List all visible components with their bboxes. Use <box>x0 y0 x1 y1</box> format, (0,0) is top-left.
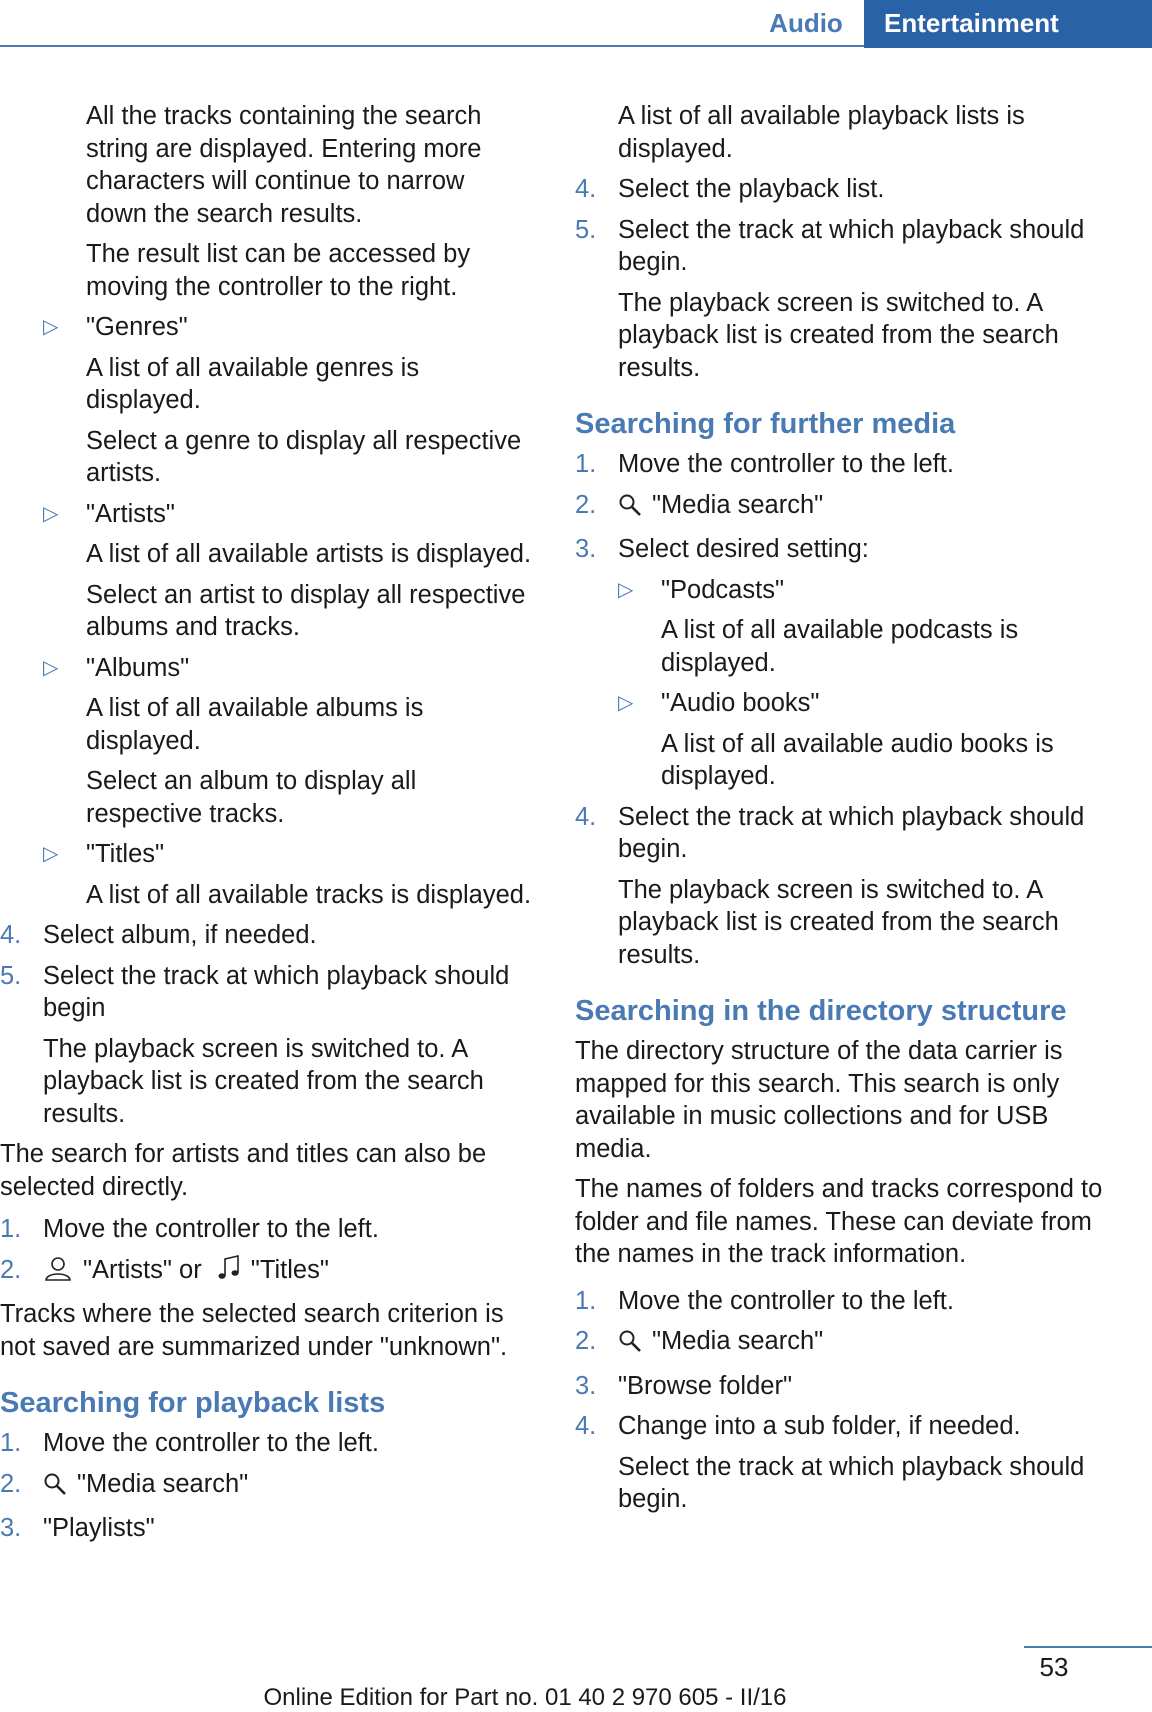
step-number: 2. <box>575 490 597 519</box>
step-text: Select the track at which playback should begin <box>43 961 510 1022</box>
step-text: "Media search" <box>652 490 824 519</box>
paragraph: A list of all available podcasts is displayed. <box>661 616 1019 677</box>
step-text: Change into a sub folder, if needed. <box>618 1412 1021 1440</box>
bullet-triangle-icon: ▷ <box>43 843 59 865</box>
search-icon <box>618 1329 642 1362</box>
step-number: 4. <box>575 175 597 203</box>
playlist-step-2 <box>0 1468 532 1505</box>
step-text: Select desired setting: <box>618 535 869 563</box>
item-title: "Podcasts" <box>661 575 784 604</box>
step-number: 2. <box>0 1255 22 1284</box>
paragraph: The playback screen is switched to. A playback list is created from the search results. <box>43 1034 484 1128</box>
paragraph: The playback screen is switched to. A playback list is created from the search results. <box>618 875 1059 969</box>
step-text: Move the controller to the left. <box>618 450 954 478</box>
paragraph: A list of all available tracks is displayed. <box>86 880 532 909</box>
further-step-4 <box>575 801 1105 866</box>
step-number: 2. <box>575 1327 597 1355</box>
footer-rule <box>1024 1646 1152 1648</box>
step-text: "Playlists" <box>43 1514 155 1542</box>
bullet-triangle-icon: ▷ <box>618 692 634 714</box>
step-text: "Titles" <box>250 1255 329 1284</box>
step-number: 3. <box>0 1514 22 1542</box>
paragraph: Tracks where the selected search criterion is not saved are summarized under "unknown". <box>0 1300 508 1361</box>
item-title: "Albums" <box>86 653 190 682</box>
step-number: 5. <box>575 215 597 244</box>
page-header <box>0 0 1152 48</box>
step-text: "Artists" or <box>83 1255 202 1284</box>
step-text: Move the controller to the left. <box>43 1215 379 1243</box>
bullet-triangle-icon: ▷ <box>618 578 634 601</box>
step-number: 5. <box>0 961 22 990</box>
playlist-step-3 <box>0 1512 532 1545</box>
paragraph: A list of all available playback lists is displayed. <box>618 102 1025 163</box>
paragraph: Select the track at which playback should begin. <box>618 1452 1085 1513</box>
person-icon <box>43 1256 73 1291</box>
step-number: 1. <box>575 1286 597 1315</box>
paragraph: The result list can be accessed by moving the controller to the right. <box>86 240 471 301</box>
paragraph: Select an artist to display all respective albums and tracks. <box>86 580 526 641</box>
paragraph: A list of all available albums is displayed. <box>86 694 424 755</box>
step-number: 4. <box>0 921 22 949</box>
step-number: 1. <box>0 1215 22 1243</box>
item-title: "Titles" <box>86 840 165 868</box>
step-number: 2. <box>0 1469 22 1498</box>
paragraph: A list of all available audio books is displayed. <box>661 729 1054 790</box>
step-4 <box>0 919 532 952</box>
list-item-albums <box>0 652 532 685</box>
step-5 <box>0 960 532 1025</box>
section-heading: Searching in the directory structure <box>575 995 1067 1027</box>
directory-step-2 <box>575 1325 1105 1362</box>
bullet-triangle-icon: ▷ <box>43 316 59 338</box>
step-text: "Media search" <box>77 1469 249 1498</box>
item-title: "Genres" <box>86 313 188 341</box>
directory-step-4 <box>575 1410 1105 1443</box>
directory-step-1 <box>575 1285 1105 1318</box>
paragraph: A list of all available genres is displayed. <box>86 353 420 414</box>
step-number: 1. <box>0 1429 22 1457</box>
header-tab-entertainment: Entertainment <box>864 0 1152 48</box>
step-text: Select the playback list. <box>618 175 885 203</box>
music-note-icon <box>217 1254 241 1291</box>
step-text: Select album, if needed. <box>43 921 317 949</box>
step-number: 3. <box>575 1371 597 1400</box>
section-heading: Searching for further media <box>575 408 956 440</box>
header-tab-audio: Audio <box>769 8 843 38</box>
item-title: "Audio books" <box>661 689 820 717</box>
paragraph: The playback screen is switched to. A playback list is created from the search results. <box>618 288 1059 382</box>
direct-step-1 <box>0 1213 532 1246</box>
playlist-step-1 <box>0 1427 532 1460</box>
further-step-2 <box>575 489 1105 526</box>
paragraph: Select an album to display all respective tracks. <box>86 767 417 828</box>
search-icon <box>618 493 642 526</box>
step-number: 1. <box>575 450 597 478</box>
further-step-3 <box>575 533 1105 566</box>
step-text: Move the controller to the left. <box>43 1429 379 1457</box>
list-item-titles <box>0 838 532 871</box>
direct-step-2 <box>0 1254 532 1291</box>
further-step-1 <box>575 448 1105 481</box>
step-text: "Browse folder" <box>618 1371 793 1400</box>
step-text: Select the track at which playback should begin. <box>618 802 1085 863</box>
step-number: 3. <box>575 535 597 563</box>
search-icon <box>43 1472 67 1505</box>
playlist-step-4 <box>575 173 1105 206</box>
bullet-triangle-icon: ▷ <box>43 502 59 525</box>
list-item-artists <box>0 498 532 531</box>
playlist-step-5 <box>575 214 1105 279</box>
bullet-triangle-icon: ▷ <box>43 656 59 679</box>
step-number: 4. <box>575 802 597 831</box>
paragraph: The names of folders and tracks correspond to folder and file names. These can deviate from the names in the track information. <box>575 1175 1103 1268</box>
list-item-podcasts <box>575 574 1105 607</box>
item-title: "Artists" <box>86 499 175 528</box>
paragraph: A list of all available artists is displayed. <box>86 540 532 568</box>
paragraph: The directory structure of the data carrier is mapped for this search. This search is only available in music collections and for USB media. <box>575 1037 1063 1163</box>
footer-edition: Online Edition for Part no. 01 40 2 970 605 - II/16 <box>263 1684 787 1711</box>
directory-step-3 <box>575 1370 1105 1403</box>
step-text: "Media search" <box>652 1327 824 1355</box>
left-column <box>0 100 532 1553</box>
paragraph: The search for artists and titles can also be selected directly. <box>0 1140 487 1201</box>
right-column <box>575 100 1105 1524</box>
paragraph: Select a genre to display all respective artists. <box>86 426 522 487</box>
step-text: Select the track at which playback should begin. <box>618 215 1085 276</box>
section-heading: Searching for playback lists <box>0 1387 386 1419</box>
list-item-audio-books <box>575 687 1105 720</box>
list-item-genres <box>0 311 532 344</box>
step-number: 4. <box>575 1412 597 1440</box>
header-rule <box>0 45 864 47</box>
page-number: 53 <box>1039 1652 1069 1682</box>
paragraph: All the tracks containing the search string are displayed. Entering more characters will continue to narrow down the search results. <box>86 102 482 228</box>
step-text: Move the controller to the left. <box>618 1286 954 1315</box>
